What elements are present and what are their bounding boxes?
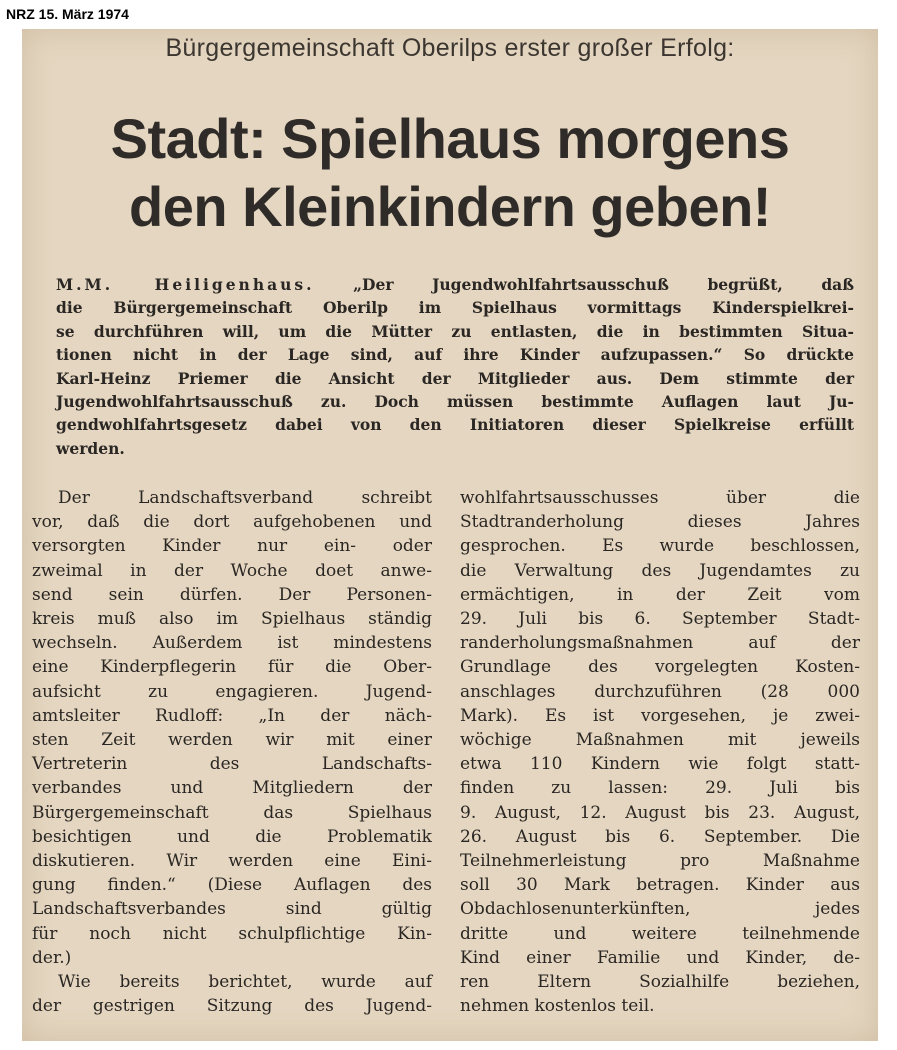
- right-column-line: die Verwaltung des Jugendamtes zu: [460, 560, 860, 581]
- right-column-line: wöchige Maßnahmen mit jeweils: [460, 730, 860, 751]
- right-column-line: Kind einer Familie und Kinder, de-: [460, 947, 860, 968]
- lead-author: M.M. Heiligenhaus.: [56, 275, 315, 294]
- lead-line: tionen nicht in der Lage sind, auf ihre Kinder aufzupassen.“ So drückte: [56, 345, 854, 365]
- left-column-line: eine Kinderpflegerin für die Ober-: [32, 657, 432, 678]
- left-column-line: vor, daß die dort aufgehobenen und: [32, 512, 432, 533]
- headline-line: Stadt: Spielhaus morgens: [110, 107, 790, 170]
- lead-line: Jugendwohlfahrtsausschuß zu. Doch müssen bestimmte Auflagen laut Ju-: [56, 392, 854, 412]
- right-column-line: ren Eltern Sozialhilfe beziehen,: [460, 972, 860, 993]
- right-column-line: dritte und weitere teilnehmende: [460, 923, 860, 944]
- right-column-line: 26. August bis 6. September. Die: [460, 826, 860, 847]
- right-column-line: randerholungsmaßnahmen auf der: [460, 633, 860, 654]
- left-column-line: versorgten Kinder nur ein- oder: [32, 536, 432, 557]
- right-column-line: nehmen kostenlos teil.: [460, 996, 655, 1017]
- left-column-line: Wie bereits berichtet, wurde auf: [58, 972, 432, 993]
- right-column: [460, 486, 860, 1018]
- left-column-line: sten Zeit werden wir mit einer: [32, 730, 432, 751]
- left-column-line: der.): [32, 947, 72, 968]
- left-column-line: send sein dürfen. Der Personen-: [32, 584, 432, 605]
- left-column-line: Vertreterin des Landschafts-: [32, 754, 432, 775]
- left-column-line: amtsleiter Rudloff: „In der näch-: [32, 705, 432, 726]
- lead-line: Karl-Heinz Priemer die Ansicht der Mitglieder aus. Dem stimmte der: [56, 368, 854, 388]
- right-column-line: wohlfahrtsausschusses über die: [460, 488, 860, 508]
- lead-line: se durchführen will, um die Mütter zu entlasten, die in bestimmten Situa-: [56, 321, 854, 341]
- right-column-line: Stadtranderholung dieses Jahres: [460, 512, 860, 533]
- left-column-line: aufsicht zu engagieren. Jugend-: [32, 681, 432, 702]
- left-column-line: zweimal in der Woche doet anwe-: [32, 560, 432, 581]
- right-column-line: finden zu lassen: 29. Juli bis: [460, 778, 860, 799]
- left-column-line: kreis muß also im Spielhaus ständig: [32, 609, 432, 630]
- source-label: NRZ 15. März 1974: [6, 6, 129, 22]
- right-column-line: gesprochen. Es wurde beschlossen,: [460, 536, 860, 557]
- left-column-line: besichtigen und die Problematik: [32, 826, 432, 847]
- right-column-line: ermächtigen, in der Zeit vom: [460, 584, 860, 605]
- right-column-line: Mark). Es ist vorgesehen, je zwei-: [460, 705, 860, 726]
- headline-line: den Kleinkindern geben!: [129, 175, 771, 238]
- right-column-line: soll 30 Mark betragen. Kinder aus: [460, 875, 860, 896]
- main-headline: [22, 105, 878, 241]
- left-column-line: der gestrigen Sitzung des Jugend-: [32, 996, 432, 1017]
- left-column: [32, 486, 432, 1018]
- lead-paragraph: [56, 273, 854, 460]
- right-column-line: etwa 110 Kindern wie folgt statt-: [460, 754, 860, 775]
- right-column-line: 9. August, 12. August bis 23. August,: [460, 802, 860, 823]
- right-column-line: Obdachlosenunterkünften, jedes: [460, 899, 860, 920]
- lead-line: die Bürgergemeinschaft Oberilp im Spielhaus vormittags Kinderspielkrei-: [56, 298, 854, 318]
- right-column-line: Teilnehmerleistung pro Maßnahme: [460, 851, 860, 872]
- left-column-line: Landschaftsverbandes sind gültig: [32, 899, 432, 920]
- lead-line-text: „Der Jugendwohlfahrtsausschuß begrüßt, daß: [353, 275, 854, 294]
- kicker-headline: Bürgergemeinschaft Oberilps erster großer Erfolg:: [165, 34, 735, 62]
- lead-line: [56, 273, 854, 296]
- right-column-line: 29. Juli bis 6. September Stadt-: [460, 609, 860, 630]
- left-column-line: diskutieren. Wir werden eine Eini-: [32, 851, 432, 872]
- lead-line: gendwohlfahrtsgesetz dabei von den Initiatoren dieser Spielkreise erfüllt: [56, 415, 854, 435]
- left-column-line: Der Landschaftsverband schreibt: [58, 488, 432, 508]
- left-column-line: gung finden.“ (Diese Auflagen des: [32, 875, 432, 896]
- newspaper-clipping: [22, 29, 878, 1041]
- left-column-line: wechseln. Außerdem ist mindestens: [32, 633, 432, 654]
- left-column-line: für noch nicht schulpflichtige Kin-: [32, 923, 432, 944]
- left-column-line: Bürgergemeinschaft das Spielhaus: [32, 802, 432, 823]
- right-column-line: anschlages durchzuführen (28 000: [460, 681, 860, 702]
- right-column-line: Grundlage des vorgelegten Kosten-: [460, 657, 860, 678]
- left-column-line: verbandes und Mitgliedern der: [32, 778, 432, 799]
- lead-line: werden.: [56, 438, 125, 458]
